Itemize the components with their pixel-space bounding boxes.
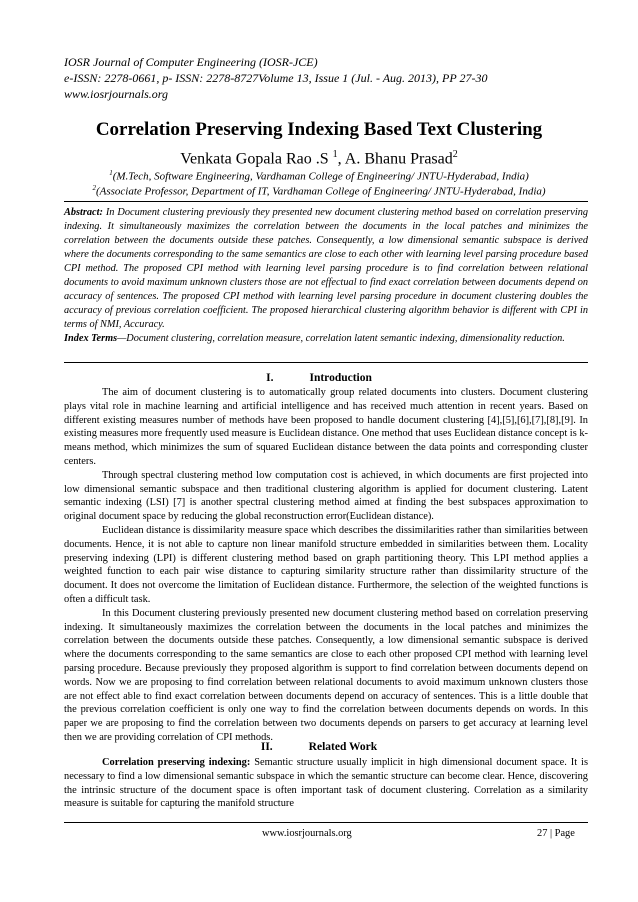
journal-issue: e-ISSN: 2278-0661, p- ISSN: 2278-8727Volume 13, Issue 1 (Jul. - Aug. 2013), PP 27-30 — [64, 71, 488, 85]
affiliation-1-text: (M.Tech, Software Engineering, Vardhaman College of Engineering/ JNTU-Hyderabad, India) — [112, 170, 529, 183]
section-1-title: Introduction — [309, 372, 372, 384]
divider-abstract — [64, 362, 588, 363]
journal-name: IOSR Journal of Computer Engineering (IOSR-JCE) — [64, 55, 318, 69]
affiliation-2-text: (Associate Professor, Department of IT, Vardhaman College of Engineering/ JNTU-Hyderabad, India) — [95, 185, 546, 198]
journal-url: www.iosrjournals.org — [64, 87, 169, 101]
section-1-heading — [0, 371, 638, 385]
paper-title: Correlation Preserving Indexing Based Text Clustering — [95, 119, 543, 140]
paragraph: The aim of document clustering is to automatically group related documents into clusters. Document clustering plays vital role in machine learning and artificial intelligence and has received much attention in recent years. Based on different existing measures number of methods have been proposed to handle document clustering [4],[5],[6],[7],[8],[9]. In existing measures more frequently used measure is Euclidean distance. One method that uses Euclidean distance concept is k-means method, which minimizes the sum of squared Euclidean distance between the data points and corresponding cluster centers. — [64, 387, 588, 467]
paragraph-text: Semantic structure usually implicit in high dimensional document space. It is necessary to find a low dimensional semantic subspace in which the semantic structure can become clear. Hence, discovering the intrinsic structure of the document space is often important task of document clustering. Correlation as a similarity measure is suitable for capturing the manifold structure — [64, 757, 588, 810]
author-1-sup: 1 — [332, 149, 338, 160]
paragraph: In this Document clustering previously presented new document clustering method based on correlation preserving indexing. It simultaneously maximizes the correlation between the documents in the local patches and minimizes the correlation between the documents outside these patches. Consequently, a low dimensional semantic subspace is derived where the documents corresponding to the same semantics are close to each other proposed CPI method with learning level parsing procedure. Because previously they proposed algorithm is support to find correlation between documents depend on words. Now we are proposing to find correlation between relational documents to avoid maximum unknown clusters those are not effect able to find exact correlation between documents depend on accuracy of sentences. This is a little double that the previous correlation coefficient is only one way to find the correlation between documents depends on words. In this paper we are proposing to find the correlation between two documents depends on parsers to get accuracy at learning level then we are providing correlation of CPI methods. — [64, 607, 588, 743]
paragraph: Through spectral clustering method low computation cost is achieved, in which documents are first projected into low dimensional semantic subspace and then traditional clustering algorithm is applied for document clustering. Latent semantic indexing (LSI) [7] is another spectral clustering method aimed at finding the best subspaces approximation to original document space by reducing the global reconstruction error(Euclidean distance). — [64, 469, 588, 523]
abstract-label: Abstract: — [64, 207, 103, 218]
affiliation-2 — [0, 181, 638, 199]
journal-header — [64, 54, 584, 102]
index-terms — [64, 332, 588, 346]
affiliation-2-sup: 2 — [92, 184, 96, 192]
affiliation-1-sup: 1 — [109, 169, 113, 177]
divider-footer — [64, 822, 588, 823]
section-2-number: II. — [260, 741, 273, 753]
divider-top — [64, 201, 588, 202]
section-1-body — [64, 386, 588, 745]
section-2-body — [64, 756, 588, 811]
abstract-text: In Document clustering previously they presented new document clustering method based on correlation preserving indexing. It simultaneously maximizes the correlation between the documents in the local patches and minimizes the correlation between the documents outside these patches. Consequently, a low dimensional semantic subspace is derived where the documents corresponding to the same semantics are close to each other with learning level parsing procedure based CPI method. The proposed CPI method with learning level parsing procedure is to find correlation between relational documents to avoid maximum unknown clusters those are not effectual to find exact correlation between documents depend on accuracy of sentences. The proposed CPI method with learning level parsing procedure in document clustering doubles the accuracy of previous correlation coefficient. The proposed hierarchical clustering algorithm behavior is different with CPI in terms of NMI, Accuracy. — [64, 207, 588, 330]
section-2-heading — [0, 740, 638, 754]
paragraph — [64, 756, 588, 811]
author-2: A. Bhanu Prasad — [344, 150, 453, 168]
section-1-number: I. — [266, 372, 274, 384]
author-2-sup: 2 — [452, 149, 458, 160]
paragraph: Euclidean distance is dissimilarity measure space which describes the dissimilarities rather than similarities between documents. Hence, it is not able to capture non linear manifold structure embedded in similarities between them. Locality preserving indexing (LPI) is different clustering method based on graph partitioning theory. This LPI method applies a weighted function to each pair wise distance to capturing similarity structure rather than dissimilarity structure of the document. It does not overcome the limitation of Euclidean distance. Furthermore, the selection of the weighted functions is often a difficult task. — [64, 524, 588, 605]
footer-url: www.iosrjournals.org — [262, 828, 352, 839]
section-2-title: Related Work — [308, 741, 378, 753]
author-1: Venkata Gopala Rao .S — [180, 150, 329, 168]
author-separator: , — [337, 150, 345, 168]
abstract — [64, 206, 588, 332]
index-terms-label: Index Terms — [64, 333, 118, 344]
index-terms-text: —Document clustering, correlation measure, correlation latent semantic indexing, dimensionality reduction. — [117, 333, 565, 344]
paragraph-lead: Correlation preserving indexing: — [102, 757, 251, 768]
page-number: 27 | Page — [537, 828, 575, 839]
